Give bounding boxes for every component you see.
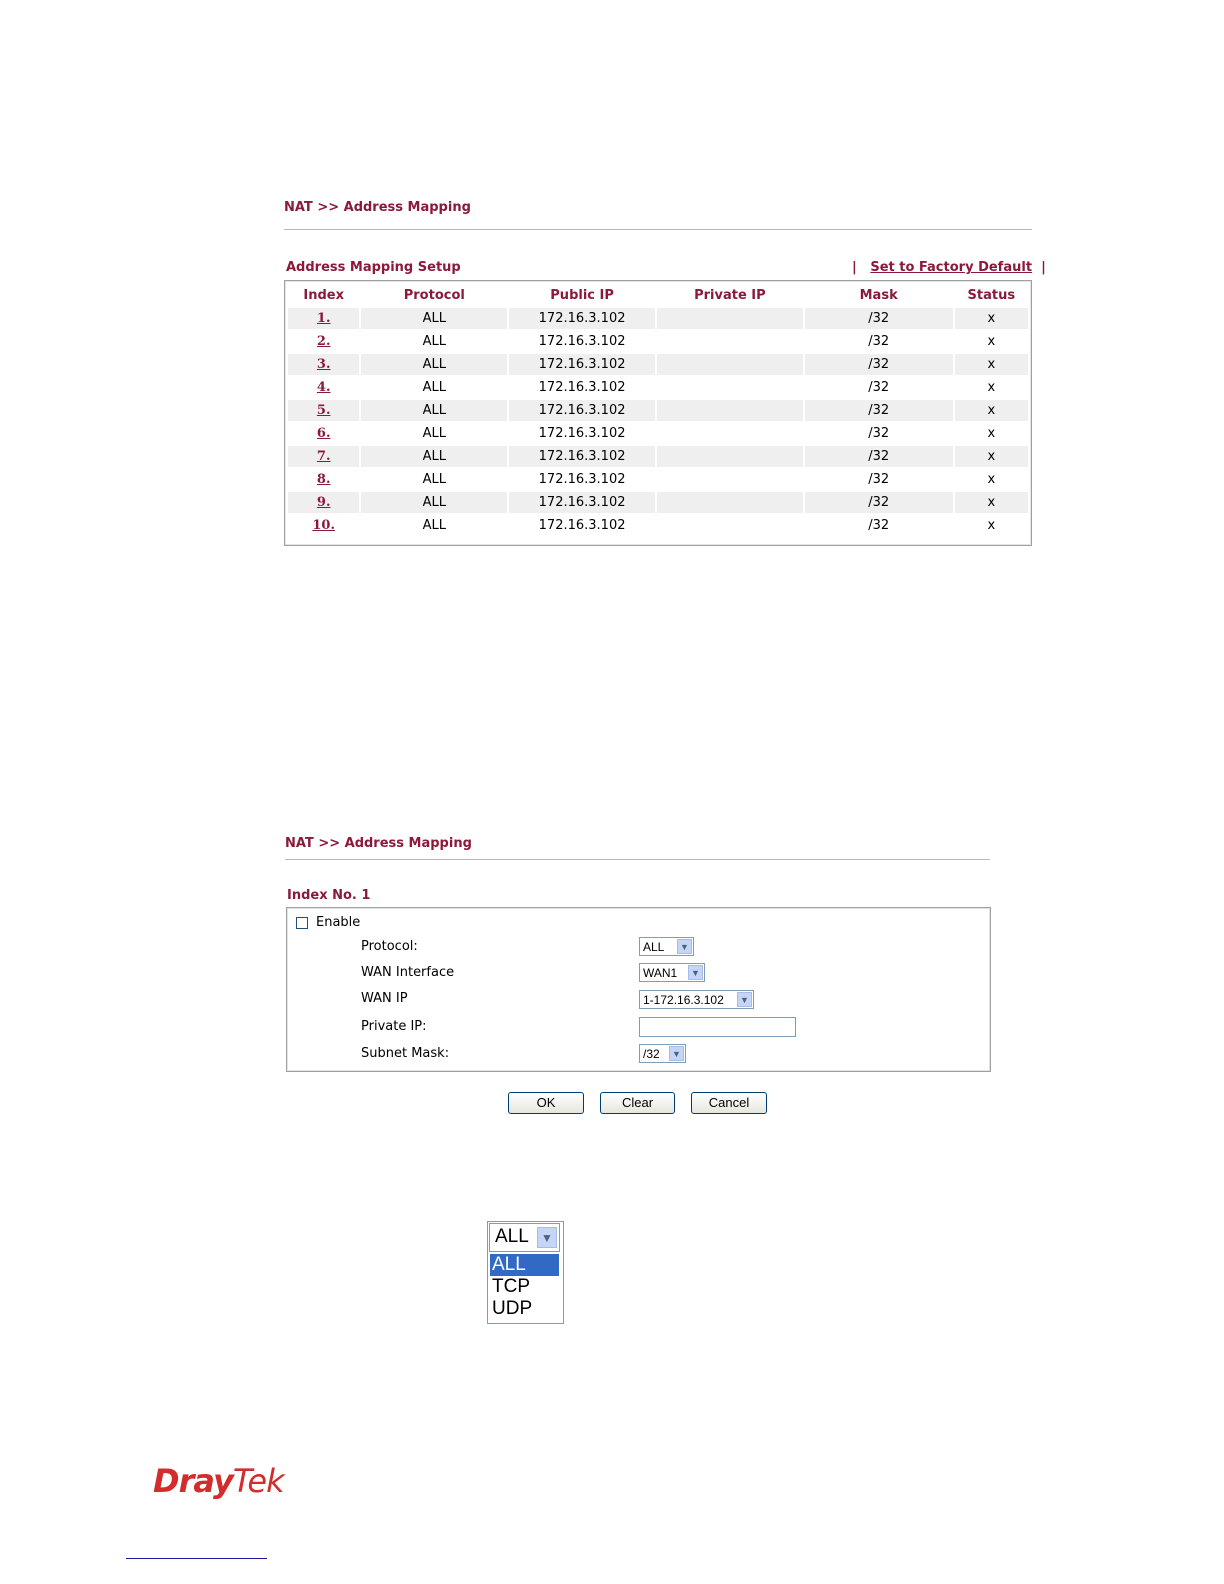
cell-mask: /32 [805, 308, 953, 329]
chevron-down-icon: ▼ [688, 965, 703, 980]
cell-private-ip [657, 423, 803, 444]
cell-private-ip [657, 492, 803, 513]
column-header-status: Status [967, 287, 1016, 303]
index-link[interactable]: 2. [316, 334, 331, 349]
wan-ip-select[interactable] [639, 990, 754, 1009]
private-ip-label: Private IP: [361, 1019, 427, 1034]
cell-index [288, 308, 359, 329]
cell-private-ip [657, 515, 803, 536]
table-header-row [288, 284, 1028, 306]
cell-private-ip [657, 400, 803, 421]
table-row [288, 377, 1028, 398]
cell-mask: /32 [805, 446, 953, 467]
clear-button[interactable]: Clear [600, 1092, 675, 1114]
cell-public-ip: 172.16.3.102 [509, 469, 655, 490]
table-row [288, 423, 1028, 444]
address-mapping-table [286, 282, 1030, 538]
column-header-public-ip: Public IP [550, 287, 614, 303]
divider-top [284, 229, 1032, 230]
cell-status: x [955, 400, 1028, 421]
private-ip-input[interactable] [639, 1017, 796, 1037]
enable-checkbox[interactable] [296, 917, 308, 929]
cell-private-ip [657, 308, 803, 329]
separator-right: | [1041, 260, 1046, 275]
cell-status: x [955, 354, 1028, 375]
cell-mask: /32 [805, 400, 953, 421]
table-row [288, 446, 1028, 467]
cell-public-ip: 172.16.3.102 [509, 423, 655, 444]
cell-public-ip: 172.16.3.102 [509, 515, 655, 536]
breadcrumb-top: NAT >> Address Mapping [284, 200, 471, 215]
cell-mask: /32 [805, 423, 953, 444]
section-title-index-no: Index No. 1 [287, 888, 371, 903]
protocol-option-all[interactable]: ALL [490, 1254, 559, 1276]
cell-status: x [955, 515, 1028, 536]
column-header-index: Index [303, 287, 344, 303]
cell-mask: /32 [805, 515, 953, 536]
cell-public-ip: 172.16.3.102 [509, 400, 655, 421]
cell-private-ip [657, 377, 803, 398]
section-title-address-mapping-setup: Address Mapping Setup [286, 260, 461, 275]
protocol-option-udp[interactable]: UDP [492, 1298, 533, 1319]
column-header-mask: Mask [859, 287, 898, 303]
cell-mask: /32 [805, 331, 953, 352]
chevron-down-icon[interactable]: ▼ [537, 1227, 557, 1248]
cell-protocol: ALL [361, 446, 507, 467]
cell-mask: /32 [805, 492, 953, 513]
cancel-button[interactable]: Cancel [691, 1092, 767, 1114]
cell-protocol: ALL [361, 308, 507, 329]
chevron-down-icon: ▼ [737, 992, 752, 1007]
protocol-option-tcp[interactable]: TCP [492, 1276, 530, 1297]
cell-status: x [955, 469, 1028, 490]
table-row [288, 354, 1028, 375]
index-link[interactable]: 5. [316, 403, 331, 418]
cell-status: x [955, 331, 1028, 352]
wan-interface-select-value: WAN1 [643, 966, 678, 980]
cell-mask: /32 [805, 354, 953, 375]
cell-mask: /32 [805, 469, 953, 490]
cell-protocol: ALL [361, 423, 507, 444]
cell-public-ip: 172.16.3.102 [509, 354, 655, 375]
cell-protocol: ALL [361, 492, 507, 513]
cell-index [288, 446, 359, 467]
cell-protocol: ALL [361, 377, 507, 398]
cell-public-ip: 172.16.3.102 [509, 377, 655, 398]
wan-interface-select[interactable] [639, 963, 705, 982]
cell-index [288, 469, 359, 490]
cell-private-ip [657, 354, 803, 375]
logo-dray: Dray [153, 1462, 233, 1500]
cell-private-ip [657, 469, 803, 490]
table-row [288, 400, 1028, 421]
cell-index [288, 515, 359, 536]
separator-left: | [852, 260, 857, 275]
cell-status: x [955, 492, 1028, 513]
cell-protocol: ALL [361, 354, 507, 375]
wan-ip-select-value: 1-172.16.3.102 [643, 993, 724, 1007]
cell-mask: /32 [805, 377, 953, 398]
cell-index [288, 377, 359, 398]
index-link[interactable]: 10. [312, 518, 335, 533]
cell-protocol: ALL [361, 515, 507, 536]
table-row [288, 492, 1028, 513]
wan-interface-label: WAN Interface [361, 965, 455, 980]
table-row [288, 469, 1028, 490]
cell-status: x [955, 446, 1028, 467]
footer-line [126, 1558, 267, 1559]
index-link[interactable]: 8. [316, 472, 331, 487]
cell-protocol: ALL [361, 400, 507, 421]
column-header-protocol: Protocol [403, 287, 465, 303]
cell-index [288, 331, 359, 352]
cell-public-ip: 172.16.3.102 [509, 331, 655, 352]
cell-status: x [955, 377, 1028, 398]
ok-button[interactable]: OK [508, 1092, 584, 1114]
enable-label: Enable [316, 915, 361, 930]
column-header-private-ip: Private IP [694, 287, 766, 303]
cell-public-ip: 172.16.3.102 [509, 308, 655, 329]
cell-status: x [955, 423, 1028, 444]
table-row [288, 308, 1028, 329]
cell-public-ip: 172.16.3.102 [509, 492, 655, 513]
protocol-label: Protocol: [361, 939, 418, 954]
divider-form [285, 859, 990, 860]
table-row [288, 331, 1028, 352]
wan-ip-label: WAN IP [361, 991, 408, 1006]
draytek-logo [153, 1462, 284, 1500]
subnet-mask-select-value: /32 [643, 1047, 660, 1061]
set-to-factory-default-link[interactable]: Set to Factory Default [870, 260, 1033, 275]
protocol-select-value: ALL [643, 940, 665, 954]
cell-status: x [955, 308, 1028, 329]
index-link[interactable]: 3. [316, 357, 331, 372]
index-link[interactable]: 1. [316, 311, 331, 326]
subnet-mask-select[interactable] [639, 1044, 686, 1063]
breadcrumb-form: NAT >> Address Mapping [285, 836, 472, 851]
index-link[interactable]: 9. [316, 495, 331, 510]
index-link[interactable]: 6. [316, 426, 331, 441]
cell-index [288, 354, 359, 375]
table-row [288, 515, 1028, 536]
protocol-dropdown-selected: ALL [495, 1226, 529, 1247]
index-link[interactable]: 7. [316, 449, 331, 464]
cell-index [288, 423, 359, 444]
protocol-dropdown[interactable] [487, 1221, 564, 1324]
cell-private-ip [657, 446, 803, 467]
factory-default-group [852, 260, 1046, 275]
cell-protocol: ALL [361, 331, 507, 352]
subnet-mask-label: Subnet Mask: [361, 1046, 450, 1061]
chevron-down-icon: ▼ [677, 939, 692, 954]
logo-tek: Tek [232, 1462, 284, 1500]
cell-public-ip: 172.16.3.102 [509, 446, 655, 467]
cell-index [288, 492, 359, 513]
cell-index [288, 400, 359, 421]
protocol-select[interactable] [639, 937, 694, 956]
cell-protocol: ALL [361, 469, 507, 490]
index-link[interactable]: 4. [316, 380, 331, 395]
chevron-down-icon: ▼ [669, 1046, 684, 1061]
cell-private-ip [657, 331, 803, 352]
protocol-dropdown-field[interactable] [489, 1223, 560, 1252]
